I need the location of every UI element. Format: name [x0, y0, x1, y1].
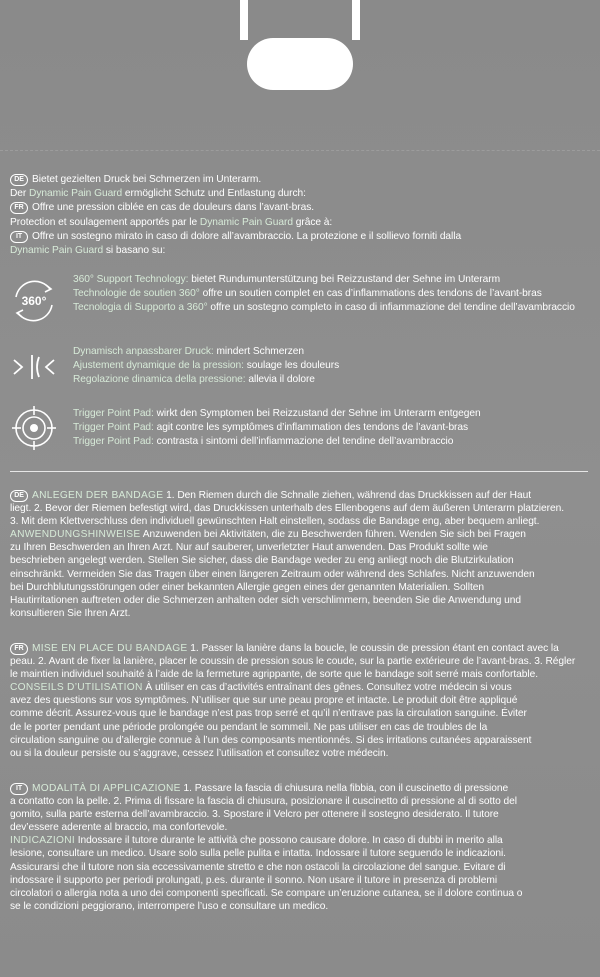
instruction-text: a contatto con la pelle. 2. Prima di fissare la fascia di chiusura, posizionare il cuscinetto di pressione al di sotto del — [10, 796, 517, 808]
feature-label: Dynamisch anpassbarer Druck: — [73, 346, 214, 357]
intro-de-line — [10, 173, 592, 187]
intro — [10, 173, 592, 258]
instruction-line — [10, 747, 592, 760]
feature-label: Technologie de soutien 360° — [73, 288, 200, 300]
instruction-text: 1. Passare la fascia di chiusura nella fibbia, con il cuscinetto di pressione — [180, 783, 509, 794]
section-divider — [10, 471, 588, 472]
instruction-line — [10, 642, 592, 655]
feature-description: agit contre les symptômes d’inflammation des tendons de l’avant-bras — [156, 422, 469, 434]
feature-text — [73, 407, 481, 450]
instructions-fr — [10, 642, 592, 760]
instruction-line — [10, 834, 592, 847]
instruction-heading: MODALITÀ DI APPLICAZIONE — [32, 783, 181, 794]
feature-description: allevia il dolore — [248, 374, 315, 386]
instruction-text: Indossare il tutore durante le attività che possono causare dolore. In caso di dubbi in merito alla — [75, 835, 503, 847]
instruction-line — [10, 900, 592, 913]
instruction-line — [10, 681, 592, 694]
instruction-line — [10, 554, 592, 567]
instruction-text: de le porter pendant une période prolongée ou pendant le sommeil. Ne pas utiliser en cas de troubles de la — [10, 721, 488, 733]
instruction-text: À utiliser en cas d’activités entraînant des gênes. Consultez votre médecin si vous — [142, 682, 512, 694]
intro-text: si basano su: — [105, 245, 166, 257]
instruction-line — [10, 655, 592, 668]
instruction-line — [10, 594, 592, 607]
intro-it-line — [10, 244, 592, 258]
hang-tab-notch — [240, 0, 248, 40]
instruction-line — [10, 847, 592, 860]
feature-description: contrasta i sintomi dell’infiammazione del tendine dell’avambraccio — [156, 436, 454, 448]
instruction-line — [10, 581, 592, 594]
trigger-point-icon — [10, 404, 58, 452]
feature-text — [73, 273, 575, 316]
instruction-text: zu Ihren Beschwerden an Ihren Arzt. Nur auf sauberer, unverletzter Haut anwenden. Das Produkt sollte wie — [10, 542, 488, 554]
instruction-text: avez des questions sur vos symptômes. N’utiliser que sur une peau propre et intacte. Le produit doit être appliqué — [10, 695, 518, 707]
instruction-line — [10, 734, 592, 747]
intro-it-line — [10, 230, 592, 244]
instruction-text: comme décrit. Assurez-vous que le bandage n’est pas trop serré et qu’il n’entrave pas la circulation sanguine. Éviter — [10, 708, 527, 720]
instruction-text: Hautirritationen auftreten oder die Schmerzen anhalten oder sich verschlimmern, beenden Sie die Anwendung und — [10, 594, 522, 606]
language-badge: IT — [10, 783, 28, 795]
instruction-text: dev’essere aderente al braccio, ma confortevole. — [10, 822, 228, 834]
instruction-text: circulation sanguine ou d’allergie connue à l’un des composants mentionnés. Si des irritations cutanées apparaissent — [10, 734, 532, 746]
instruction-line — [10, 515, 592, 528]
instruction-text: circolatori o allergia nota a uno dei componenti specificati. Se compare un’eruzione cutanea, se il dolore continua o — [10, 887, 523, 899]
instruction-text: konsultieren Sie Ihren Arzt. — [10, 607, 131, 619]
intro-fr-line — [10, 216, 592, 230]
feature-label: Regolazione dinamica della pressione: — [73, 374, 246, 386]
intro-text: Offre un sostegno mirato in caso di dolore all’avambraccio. La protezione e il sollievo forniti dalla — [32, 230, 462, 242]
360-icon — [10, 277, 58, 325]
intro-text: grâce à: — [295, 216, 333, 228]
language-badge: DE — [10, 174, 28, 186]
instruction-line — [10, 721, 592, 734]
instruction-heading: ANLEGEN DER BANDAGE — [32, 490, 164, 501]
intro-text: Protection et soulagement apportés par le — [10, 216, 198, 228]
instruction-heading: ANWENDUNGSHINWEISE — [10, 529, 141, 541]
hang-tab — [240, 0, 360, 40]
language-badge: FR — [10, 202, 28, 214]
feature-label: Trigger Point Pad: — [73, 408, 154, 419]
instruction-text: Anzuwenden bei Aktivitäten, die zu Beschwerden führen. Wenden Sie sich bei Fragen — [140, 529, 526, 541]
brand-name: Dynamic Pain Guard — [29, 188, 123, 200]
instruction-line — [10, 502, 592, 515]
instruction-line — [10, 887, 592, 900]
feature-description: bietet Rundumunterstützung bei Reizzustand der Sehne im Unterarm — [191, 274, 501, 285]
instruction-line — [10, 861, 592, 874]
feature-description: soulage les douleurs — [246, 360, 340, 372]
instruction-line — [10, 821, 592, 834]
hang-tab-notch — [352, 0, 360, 40]
feature-label: 360° Support Technology: — [73, 274, 189, 285]
intro-fr-line — [10, 201, 592, 215]
instruction-text: einschränkt. Vermeiden Sie das Tragen über einen längeren Zeitraum oder während des Schlafes. Nicht anzuwenden — [10, 568, 535, 580]
instruction-line — [10, 607, 592, 620]
fold-line — [0, 150, 600, 152]
intro-text: Offre une pression ciblée en cas de douleurs dans l’avant-bras. — [32, 202, 315, 214]
instruction-line — [10, 528, 592, 541]
instruction-text: 1. Passer la lanière dans la boucle, le coussin de pression étant en contact avec la — [187, 643, 559, 654]
intro-text: Der — [10, 188, 27, 200]
feature-description: mindert Schmerzen — [216, 346, 304, 357]
instruction-line — [10, 808, 592, 821]
language-badge: FR — [10, 643, 28, 655]
intro-text: ermöglicht Schutz und Entlastung durch: — [124, 188, 306, 200]
intro-de-line — [10, 187, 592, 201]
feature-description: offre un sostegno completo in caso di infiammazione del tendine dell’avambraccio — [210, 302, 575, 314]
instruction-text: liegt. 2. Bevor der Riemen befestigt wird, das Druckkissen unterhalb des Ellenbogens auf dem äußeren Unterarm platzieren. — [10, 503, 564, 515]
instruction-text: peau. 2. Avant de fixer la lanière, placer le coussin de pression sous le coude, sur la partie extérieure de l’avant-bras. 3. Régler — [10, 656, 576, 668]
instruction-text: se le condizioni peggiorano, interrompere l’uso e consultare un medico. — [10, 900, 329, 912]
feature-label: Tecnologia di Supporto a 360° — [73, 302, 208, 314]
instruction-text: bei Durchblutungsstörungen oder einer bekannten Allergie gegen eines der genannten Materialien. Sollten — [10, 581, 484, 593]
feature-text — [73, 345, 339, 388]
instruction-text: beschrieben angelegt werden. Stellen Sie sicher, dass die Bandage weder zu eng anliegt noch die Blutzirkulation — [10, 555, 514, 567]
feature-description: offre un soutien complet en cas d’inflammations des tendons de l’avant-bras — [202, 288, 542, 300]
instruction-text: Assicurarsi che il tutore non sia eccessivamente stretto e che non ostacoli la circolazione del sangue. Evitare di — [10, 861, 506, 873]
language-badge: DE — [10, 490, 28, 502]
instruction-text: lesione, consultare un medico. Usare solo sulla pelle pulita e intatta. Indossare il tutore seguendo le indicazioni. — [10, 848, 506, 860]
instruction-heading: CONSEILS D’UTILISATION — [10, 682, 143, 694]
brand-name: Dynamic Pain Guard — [199, 216, 293, 228]
instructions-de — [10, 489, 592, 620]
feature-label: Trigger Point Pad: — [73, 436, 154, 448]
feature-label: Ajustement dynamique de la pression: — [73, 360, 244, 372]
instruction-text: le maintien individuel souhaité à l’aide de la fermeture agrippante, de sorte que le bandage soit serré mais confortable. — [10, 669, 538, 681]
instruction-text: gomito, sulla parte esterna dell’avambraccio. 3. Spostare il Velcro per ottenere il sostegno desiderato. Il tutore — [10, 809, 499, 821]
instruction-line — [10, 668, 592, 681]
instruction-line — [10, 795, 592, 808]
instruction-text: indossare il supporto per periodi prolungati, p.es. durante il sonno. Non usare il tutore in presenza di problemi — [10, 874, 498, 886]
instruction-line — [10, 568, 592, 581]
intro-text: Bietet gezielten Druck bei Schmerzen im Unterarm. — [32, 174, 262, 185]
instruction-heading: INDICAZIONI — [10, 835, 75, 847]
language-badge: IT — [10, 231, 28, 243]
brand-name: Dynamic Pain Guard — [10, 245, 104, 257]
hang-hole — [247, 38, 353, 90]
instruction-line — [10, 707, 592, 720]
instruction-line — [10, 874, 592, 887]
instruction-line — [10, 694, 592, 707]
instructions-it — [10, 782, 592, 913]
instruction-text: 3. Mit dem Klettverschluss den individuell gewünschten Halt einstellen, sodass die Bandage eng, aber bequem anliegt. — [10, 516, 540, 528]
instruction-text: ou si la douleur persiste ou s’aggrave, cessez l’utilisation et consultez votre médecin. — [10, 747, 389, 759]
pressure-arrows-icon — [10, 343, 58, 391]
feature-description: wirkt den Symptomen bei Reizzustand der Sehne im Unterarm entgegen — [156, 408, 481, 419]
instruction-line — [10, 541, 592, 554]
instruction-heading: MISE EN PLACE DU BANDAGE — [32, 643, 188, 654]
instruction-text: 1. Den Riemen durch die Schnalle ziehen, während das Druckkissen auf der Haut — [163, 490, 531, 501]
feature-label: Trigger Point Pad: — [73, 422, 154, 434]
360-icon-label: 360° — [21, 294, 47, 308]
instruction-line — [10, 782, 592, 795]
instruction-line — [10, 489, 592, 502]
